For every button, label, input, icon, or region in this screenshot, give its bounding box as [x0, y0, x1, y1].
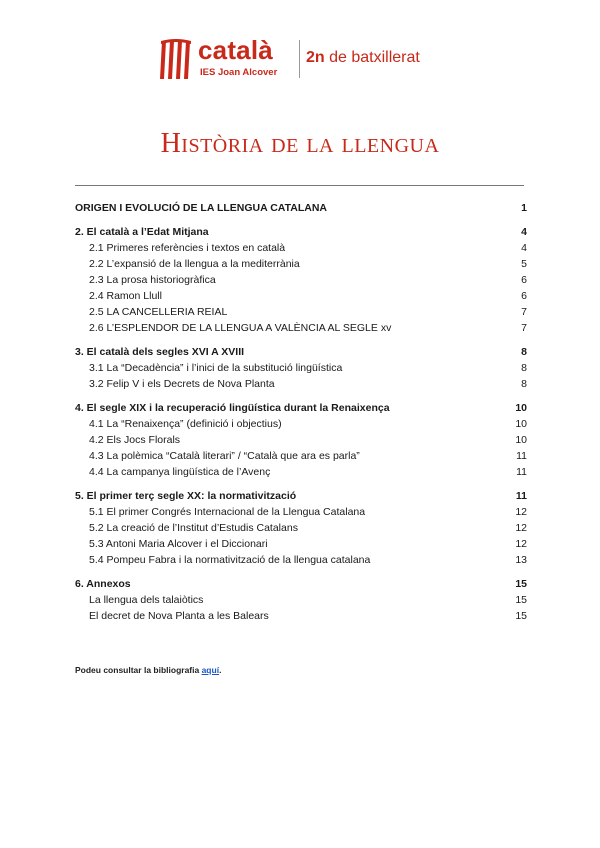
- toc-entry[interactable]: 2.1 Primeres referències i textos en català 4: [89, 242, 527, 254]
- toc-section-6[interactable]: 6. Annexos 15: [75, 578, 527, 590]
- bibliography-note: [75, 665, 221, 675]
- toc-entry[interactable]: 5.4 Pompeu Fabra i la normativització de la llengua catalana 13: [89, 554, 527, 566]
- title-rule: [75, 185, 524, 186]
- toc-entry[interactable]: 5.3 Antoni Maria Alcover i el Diccionari 12: [89, 538, 527, 550]
- toc-entry[interactable]: 2.5 LA CANCELLERIA REIAL 7: [89, 306, 527, 318]
- bibliography-suffix: .: [219, 665, 222, 675]
- toc-section-4[interactable]: 4. El segle XIX i la recuperació lingüística durant la Renaixença 10: [75, 402, 527, 414]
- table-of-contents: [75, 200, 527, 624]
- toc-entry[interactable]: La llengua dels talaiòtics 15: [89, 594, 527, 606]
- toc-entry[interactable]: El decret de Nova Planta a les Balears 15: [89, 610, 527, 622]
- toc-entry[interactable]: 2.2 L’expansió de la llengua a la mediterrània 5: [89, 258, 527, 270]
- school-name: IES Joan Alcover: [200, 67, 278, 78]
- course-label: [306, 49, 420, 67]
- toc-entry[interactable]: 2.6 L’ESPLENDOR DE LA LLENGUA A VALÈNCIA AL SEGLE xv 7: [89, 322, 527, 334]
- toc-entry[interactable]: 4.4 La campanya lingüística de l’Avenç 11: [89, 466, 527, 478]
- logo-word: català: [198, 35, 273, 65]
- toc-entry[interactable]: 4.1 La “Renaixença” (definició i objectius) 10: [89, 418, 527, 430]
- toc-entry[interactable]: 2.3 La prosa historiogràfica 6: [89, 274, 527, 286]
- bibliography-text: Podeu consultar la bibliografia: [75, 665, 202, 675]
- toc-section-5[interactable]: 5. El primer terç segle XX: la normativització 11: [75, 490, 527, 502]
- bibliography-link[interactable]: aquí: [201, 665, 220, 675]
- toc-entry[interactable]: 5.2 La creació de l’Institut d’Estudis Catalans 12: [89, 522, 527, 534]
- toc-entry[interactable]: 2.4 Ramon Llull 6: [89, 290, 527, 302]
- toc-entry[interactable]: 3.1 La “Decadència” i l’inici de la substitució lingüística 8: [89, 362, 527, 374]
- toc-section-2[interactable]: 2. El català a l’Edat Mitjana 4: [75, 226, 527, 238]
- course-text: de batxillerat: [324, 49, 420, 66]
- toc-entry[interactable]: 5.1 El primer Congrés Internacional de la Llengua Catalana 12: [89, 506, 527, 518]
- toc-entry[interactable]: 4.2 Els Jocs Florals 10: [89, 434, 527, 446]
- header-divider: [299, 40, 300, 78]
- toc-entry[interactable]: 3.2 Felip V i els Decrets de Nova Planta 8: [89, 378, 527, 390]
- page-title: Història de la llengua: [160, 128, 440, 159]
- toc-entry[interactable]: 4.3 La polèmica “Català literari” / “Català que ara es parla” 11: [89, 450, 527, 462]
- toc-entry-origin[interactable]: ORIGEN I EVOLUCIÓ DE LA LLENGUA CATALANA 1: [75, 202, 527, 214]
- course-level: 2n: [306, 49, 325, 66]
- logo-stripes-icon: [160, 39, 194, 79]
- toc-section-3[interactable]: 3. El català dels segles XVI A XVIII 8: [75, 346, 527, 358]
- header-logo: [160, 36, 460, 84]
